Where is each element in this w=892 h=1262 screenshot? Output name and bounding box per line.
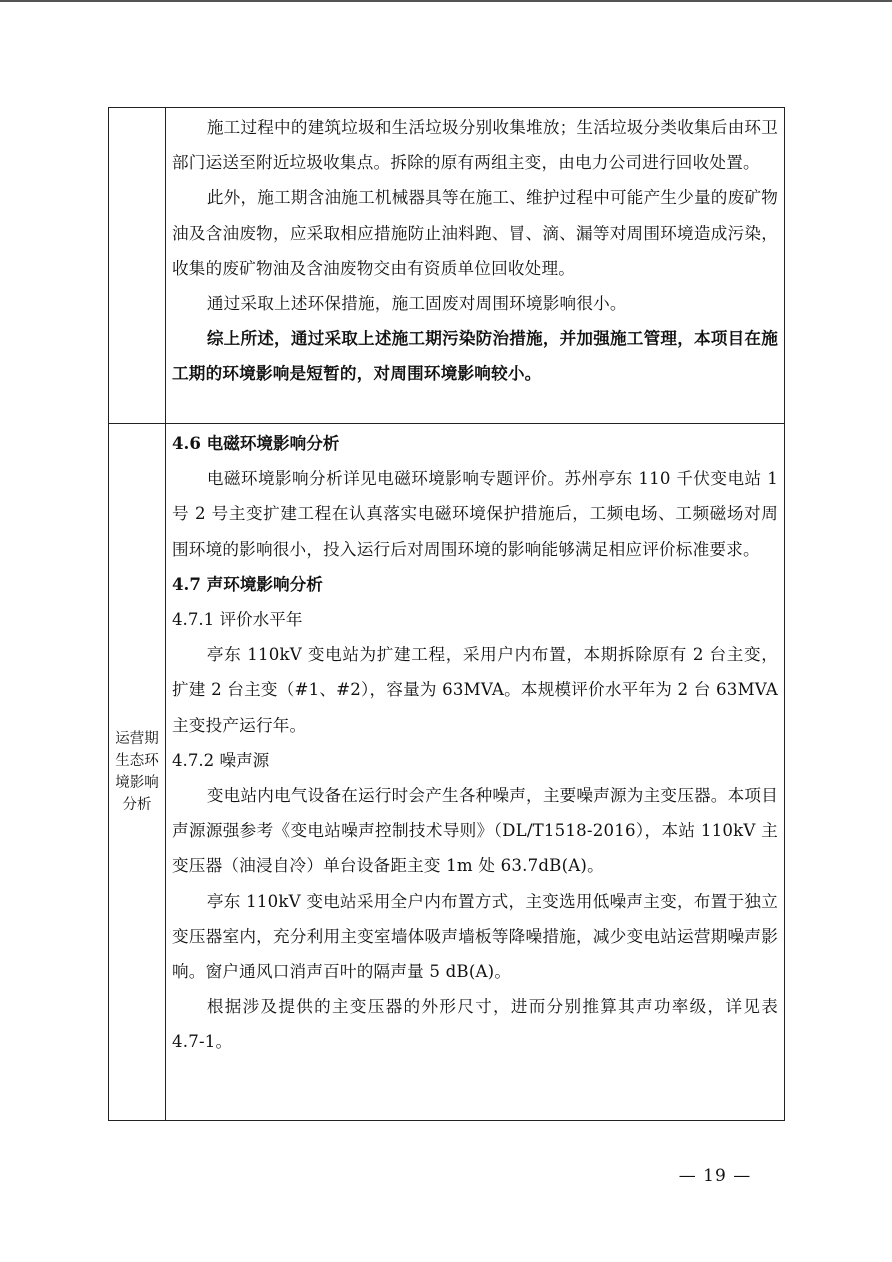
row-content-cell <box>166 424 785 1121</box>
table-row <box>109 108 785 424</box>
section-heading-4-7: 4.7 声环境影响分析 <box>172 573 323 594</box>
paragraph-solid-waste-summary: 通过采取上述环保措施，施工固废对周围环境影响很小。 <box>206 294 627 314</box>
paragraph-sound-power: 根据涉及提供的主变压器的外形尺寸，进而分别推算其声功率级，详见表 4.7-1。 <box>172 997 778 1052</box>
row-content-cell <box>166 108 785 424</box>
paragraph-evaluation-year: 亭东 110kV 变电站为扩建工程，采用户内布置，本期拆除原有 2 台主变，扩建 2 台主变（#1、#2），容量为 63MVA。本规模评价水平年为 2 台 63MVA 主变投产运行年。 <box>172 645 778 735</box>
paragraph-noise-source: 变电站内电气设备在运行时会产生各种噪声，主要噪声源为主变压器。本项目声源源强参考《变电站噪声控制技术导则》（DL/T1518-2016），本站 110kV 主变压器（油浸自冷）单台设备距主变 1m 处 63.7dB(A)。 <box>172 786 778 876</box>
row-label-cell <box>109 108 166 424</box>
row-label-cell <box>109 424 166 1121</box>
section-heading-4-7-2: 4.7.2 噪声源 <box>172 750 270 770</box>
page-number: — 19 — <box>678 1166 752 1186</box>
paragraph-noise-mitigation: 亭东 110kV 变电站采用全户内布置方式，主变选用低噪声主变，布置于独立变压器室内，充分利用主变室墙体吸声墙板等降噪措施，减少变电站运营期噪声影响。窗户通风口消声百叶的隔声量 5 dB(A)。 <box>172 891 778 982</box>
paragraph-electromagnetic: 电磁环境影响分析详见电磁环境影响专题评价。苏州亭东 110 千伏变电站 1 号 2 号主变扩建工程在认真落实电磁环境保护措施后，工频电场、工频磁场对周围环境的影响很小，投入运行后对周围环境的影响能够满足相应评价标准要求。 <box>172 469 778 559</box>
row-label-operation-period: 运营期生态环境影响分析 <box>115 731 159 813</box>
paragraph-conclusion: 综上所述，通过采取上述施工期污染防治措施，并加强施工管理，本项目在施工期的环境影响是短暂的，对周围环境影响较小。 <box>172 328 778 384</box>
section-heading-4-7-1: 4.7.1 评价水平年 <box>172 610 303 630</box>
paragraph-waste-oil: 此外，施工期含油施工机械器具等在施工、维护过程中可能产生少量的废矿物油及含油废物，应采取相应措施防止油料跑、冒、滴、漏等对周围环境造成污染，收集的废矿物油及含油废物交由有资质单位回收处理。 <box>172 188 778 278</box>
paragraph-construction-waste: 施工过程中的建筑垃圾和生活垃圾分别收集堆放；生活垃圾分类收集后由环卫部门运送至附近垃圾收集点。拆除的原有两组主变，由电力公司进行回收处置。 <box>172 118 778 173</box>
table-row <box>109 424 785 1121</box>
top-border-line <box>0 0 892 2</box>
section-heading-4-6: 4.6 电磁环境影响分析 <box>172 433 340 453</box>
assessment-table <box>108 107 785 1121</box>
